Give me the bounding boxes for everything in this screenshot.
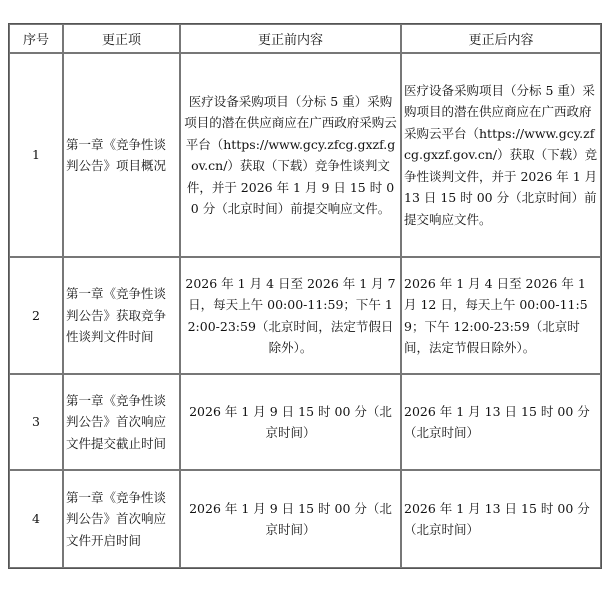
row-before-content: 医疗设备采购项目（分标 5 重）采购项目的潜在供应商应在广西政府采购云平台（https://www.gcy.zfcg.gxzf.gov.cn/）获取（下载）竞争性谈判文件，并于 2026 年 1 月 9 日 15 时 00 分（北京时间）前提交响应文件。 (180, 53, 401, 257)
row-before-content: 2026 年 1 月 4 日至 2026 年 1 月 7 日，每天上午 00:00-11:59；下午 12:00-23:59（北京时间，法定节假日除外）。 (180, 257, 401, 374)
table-row (9, 374, 601, 470)
row-after-content: 2026 年 1 月 13 日 15 时 00 分（北京时间） (401, 470, 601, 568)
table-header-row (9, 24, 601, 53)
row-item: 第一章《竞争性谈判公告》首次响应文件开启时间 (63, 470, 180, 568)
table-row (9, 257, 601, 374)
row-after-content: 医疗设备采购项目（分标 5 重）采购项目的潜在供应商应在广西政府采购云平台（https://www.gcy.zfcg.gxzf.gov.cn/）获取（下载）竞争性谈判文件，并于 2026 年 1 月 13 日 15 时 00 分（北京时间）前提交响应文件。 (401, 53, 601, 257)
row-before-content: 2026 年 1 月 9 日 15 时 00 分（北京时间） (180, 374, 401, 470)
row-serial: 1 (9, 53, 63, 257)
header-serial: 序号 (9, 24, 63, 53)
row-serial: 4 (9, 470, 63, 568)
row-item: 第一章《竞争性谈判公告》首次响应文件提交截止时间 (63, 374, 180, 470)
row-serial: 2 (9, 257, 63, 374)
table-row (9, 53, 601, 257)
row-item: 第一章《竞争性谈判公告》项目概况 (63, 53, 180, 257)
row-serial: 3 (9, 374, 63, 470)
row-after-content: 2026 年 1 月 13 日 15 时 00 分（北京时间） (401, 374, 601, 470)
table-row (9, 470, 601, 568)
row-before-content: 2026 年 1 月 9 日 15 时 00 分（北京时间） (180, 470, 401, 568)
header-before: 更正前内容 (180, 24, 401, 53)
correction-table (8, 23, 602, 569)
row-after-content: 2026 年 1 月 4 日至 2026 年 1 月 12 日，每天上午 00:00-11:59；下午 12:00-23:59（北京时间，法定节假日除外）。 (401, 257, 601, 374)
header-after: 更正后内容 (401, 24, 601, 53)
header-item: 更正项 (63, 24, 180, 53)
row-item: 第一章《竞争性谈判公告》获取竞争性谈判文件时间 (63, 257, 180, 374)
